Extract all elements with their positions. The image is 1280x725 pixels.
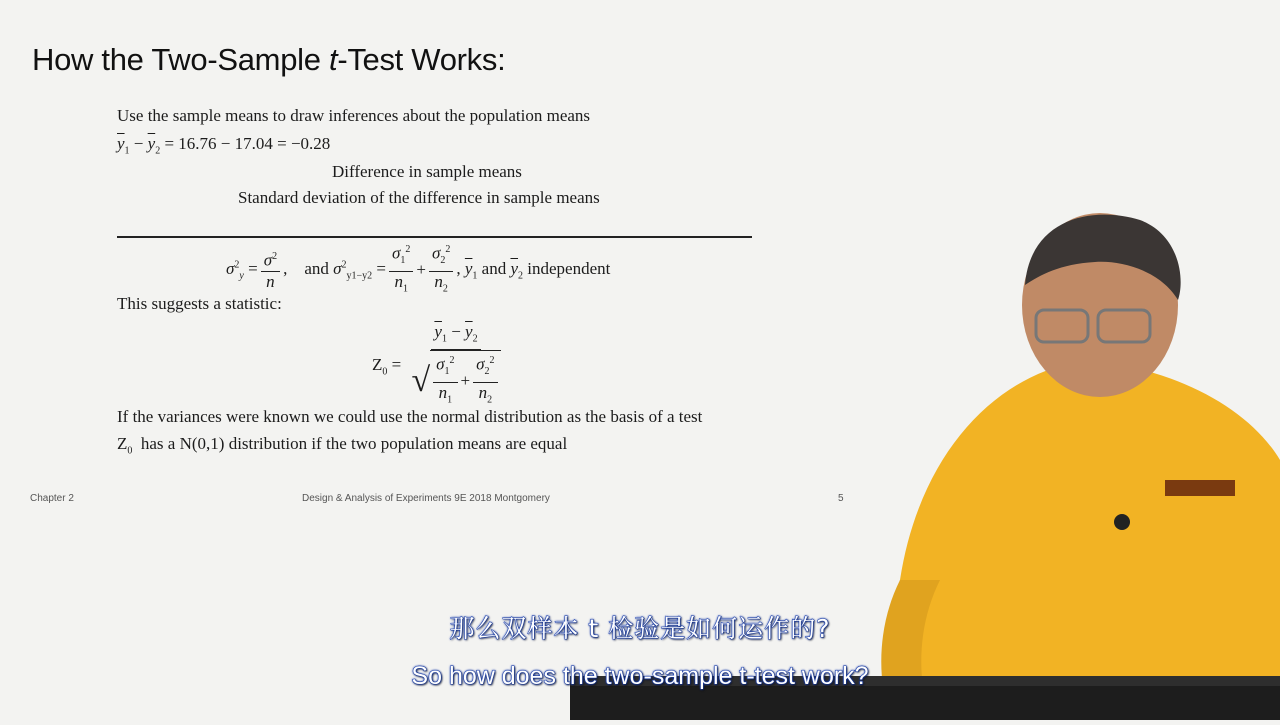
shirt-logo	[1165, 480, 1235, 496]
slide-title: How the Two-Sample t-Test Works:	[32, 42, 506, 77]
text-suggests-statistic: This suggests a statistic:	[117, 294, 282, 313]
lapel-microphone-icon	[1114, 514, 1130, 530]
label-stddev: Standard deviation of the difference in sample means	[238, 188, 600, 207]
text-normal-distribution: $Z_0$ has a N(0,1) distribution if the two population means are equal	[117, 434, 568, 457]
footer-page-number: 5	[838, 493, 844, 504]
z-statistic-formula: $Z_0$ = $\overline{y}_1 - \overline{y}_2$ √ $\frac{\sigma_1^2}{n_1}$ + $\frac{\sigma_2^2}{n_2}$	[372, 322, 507, 411]
subtitle-english: So how does the two-sample t-test work?	[411, 662, 869, 690]
subtitle-chinese: 那么双样本 t 检验是如何运作的?	[449, 614, 831, 643]
footer-book: Design & Analysis of Experiments 9E 2018 Montgomery	[302, 493, 550, 504]
text-line-means: Use the sample means to draw inferences about the population means	[117, 106, 591, 125]
footer-chapter: Chapter 2	[30, 493, 74, 504]
equation-mean-difference: $\overline{y}_1 - \overline{y}_2 = 16.76 - 17.04 = -0.28$	[117, 134, 331, 157]
label-difference: Difference in sample means	[332, 162, 522, 181]
variance-equation: $\sigma^2_y$ = $\frac{\sigma^2}{n}$ , and $\sigma^2_{y1-y2}$ = $\frac{\sigma_1^2}{n_1}$ + $\frac{\sigma_2^2}{n_2}$ , $\overline{y}_1$ and $\overline{y}_2$ independent	[226, 240, 610, 299]
fraction-rule	[117, 236, 752, 238]
text-variances-known: If the variances were known we could use the normal distribution as the basis of a test	[117, 407, 703, 426]
